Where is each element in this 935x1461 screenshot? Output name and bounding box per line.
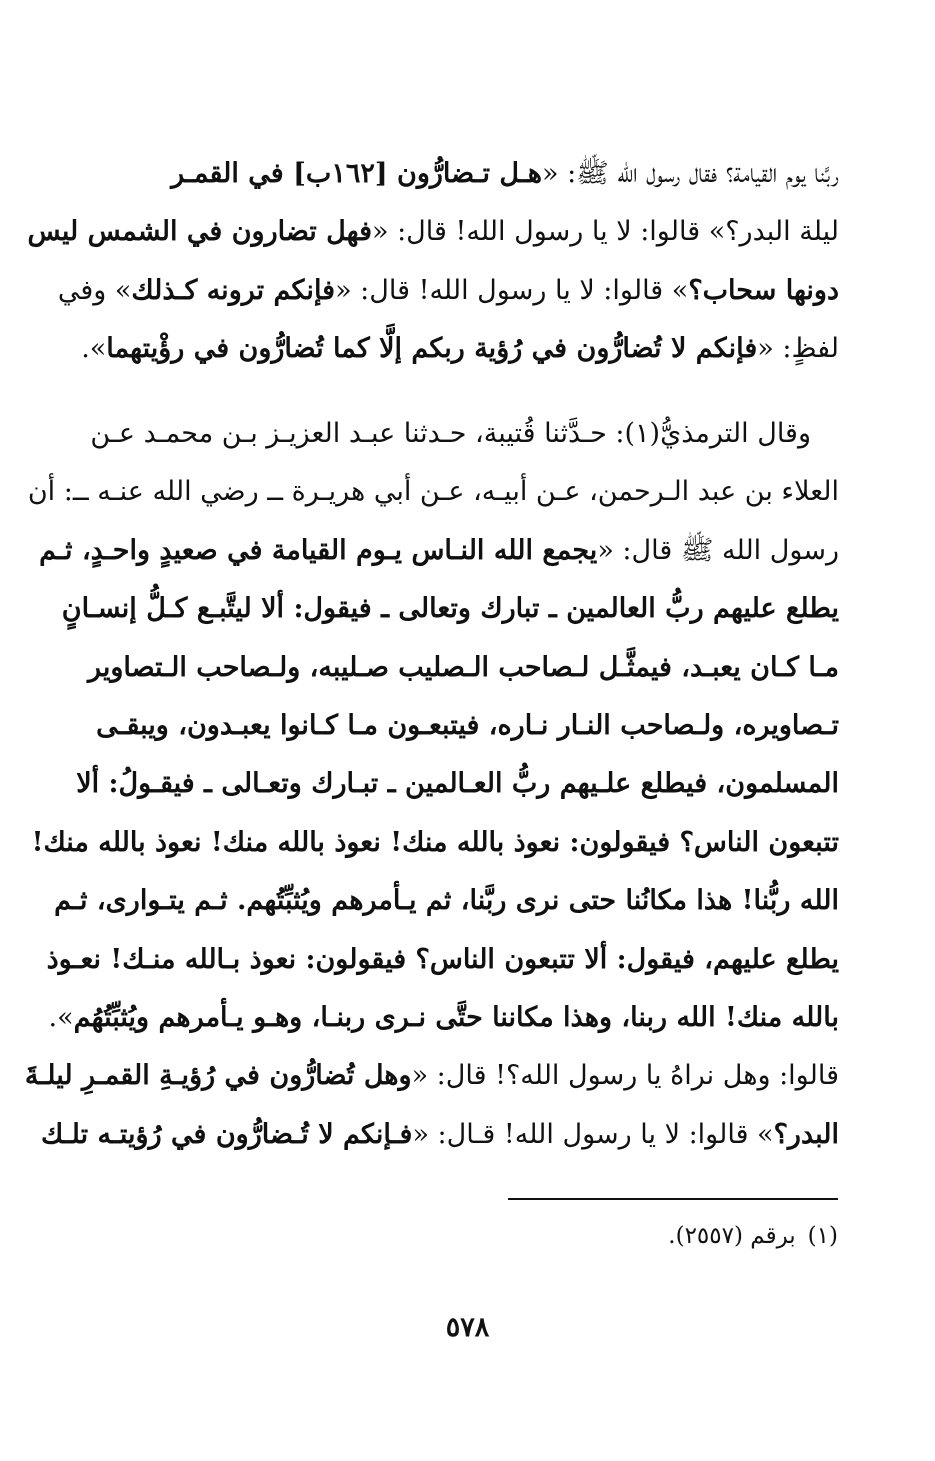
text-line: وقال الترمذيُّ(١): حـدَّثنا قُتيبة، حـدثنا عبـد العزيـز بـن محمـد عـن	[90, 418, 811, 449]
text-line: رسول الله ﷺ قال: «يجمع الله النـاس يـوم القيامة في صعيدٍ واحـدٍ، ثـم	[39, 534, 839, 566]
text-line: بالله منك! الله ربنا، وهذا مكاننا حتَّى نـرى ربنـا، وهـو يـأمرهم ويُثبِّتُهُم».	[48, 1002, 839, 1034]
text-line: ربَّنا يوم القيامة؟ فقال رسول الله ﷺ: «هـل تـضارُّون [١٦٢ب] في القمـر	[171, 158, 839, 189]
footnote-divider	[508, 1198, 838, 1200]
text-line: تـصاويره، ولـصاحب النـار نـاره، فيتبعـون مـا كـانوا يعبـدون، ويبقـى	[96, 710, 839, 742]
text-line: البدر؟» قالوا: لا يا رسول الله! قـال: «فـإنكم لا تُـضارُّون في رُؤيتـه تلـك	[40, 1118, 839, 1150]
text-line: مـا كـان يعبـد، فيمثَّـل لـصاحب الـصليب صـليبه، ولـصاحب الـتصاوير	[87, 651, 839, 683]
text-line: العلاء بن عبد الـرحمن، عـن أبيـه، عـن أبي هريـرة ــ رضي الله عنـه ــ: أن	[27, 476, 839, 508]
text-line: الله ربُّنا! هذا مكانُنا حتى نرى ربَّنا، ثم يـأمرهم ويُثبِّتُهم. ثـم يتـوارى، ثـم	[54, 885, 839, 917]
text-line: المسلمون، فيطلع علـيهم ربُّ العـالمين ـ تبـارك وتعـالى ـ فيقـولُ: ألا	[76, 768, 839, 800]
main-text-block-2	[24, 405, 839, 1164]
text-line: تتبعون الناس؟ فيقولون: نعوذ بالله منك! نعوذ بالله منك! نعوذ بالله منك!	[31, 826, 839, 858]
footnote-text: برقم (٢٥٥٧).	[668, 1223, 796, 1249]
text-line: قالوا: وهل نراهُ يا رسول الله؟! قال: «وهل تُضارُّون في رُؤيـةِ القمـرِ ليلـةَ	[24, 1060, 839, 1092]
text-line: يطلع عليهم، فيقول: ألا تتبعون الناس؟ فيقولون: نعوذ بـالله منـك! نعـوذ	[46, 943, 839, 975]
footnote-number: (١)	[807, 1223, 838, 1249]
text-line: ليلة البدر؟» قالوا: لا يا رسول الله! قال: «فهل تضارون في الشمس ليس	[27, 216, 839, 248]
text-line: لفظٍ: «فإنكم لا تُضارُّون في رُؤية ربكم إلَّا كما تُضارُّون في رؤْيتهما».	[81, 333, 839, 365]
main-text-block-1	[27, 145, 839, 379]
text-line: دونها سحاب؟» قالوا: لا يا رسول الله! قال: «فإنكم ترونه كـذلك» وفي	[57, 274, 839, 306]
text-line: يطلع عليهم ربُّ العالمين ـ تبارك وتعالى ـ فيقول: ألا ليتَّبـع كـلُّ إنسـانٍ	[61, 593, 839, 625]
page-number: ٥٧٨	[445, 1312, 490, 1343]
footnote	[668, 1220, 838, 1252]
